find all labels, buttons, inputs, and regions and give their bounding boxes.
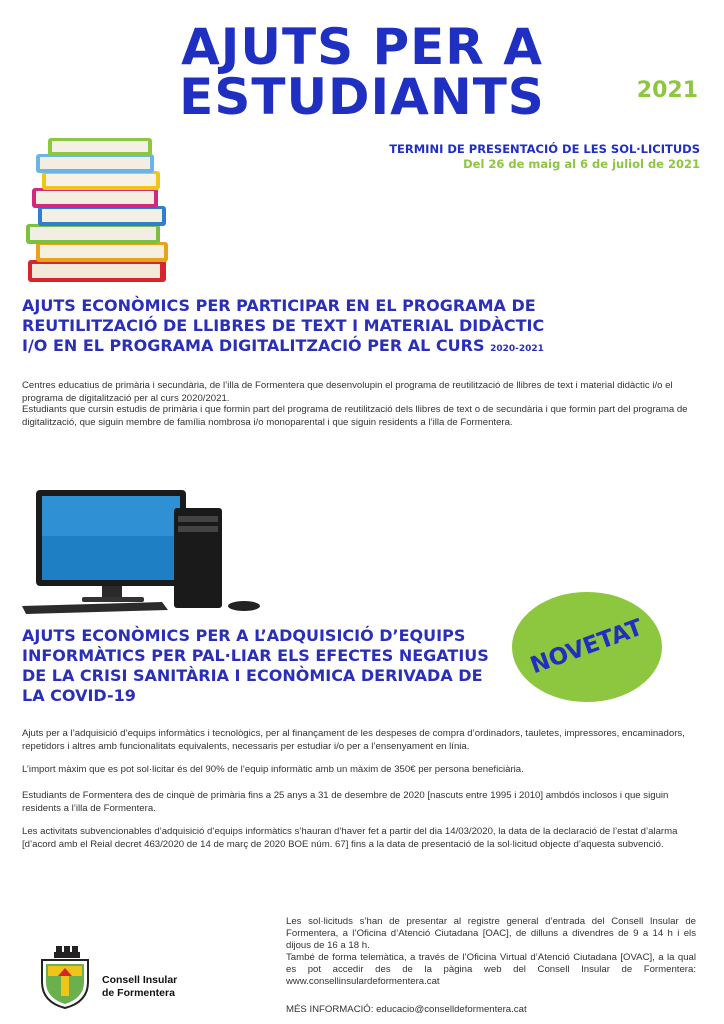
footer-paragraph: També de forma telemàtica, a través de l’Oficina Virtual d’Atenció Ciutadana [OVAC], a la qual es pot accedir des de la pàgina web del Consell Insular de Formentera: www.consellinsulardeformentera.cat (286, 952, 696, 987)
section1-paragraph: Estudiants que cursin estudis de primària i que formin part del programa de reutilització dels llibres de text o de secundària i que formin part del programa de digitalització, que siguin membre de família nombrosa i/o monoparental i que siguin residents a l’illa de Formentera. (22, 404, 688, 428)
novetat-label: NOVETAT (527, 614, 647, 680)
page-title: AJUTS PER A ESTUDIANTS (179, 18, 545, 126)
section1-title-text: AJUTS ECONÒMICS PER PARTICIPAR EN EL PROGRAMA DE REUTILITZACIÓ DE LLIBRES DE TEXT I MATERIAL DIDÀCTIC I/O EN EL PROGRAMA DIGITALITZACIÓ PER AL CURS (22, 296, 545, 355)
contact-info: MÉS INFORMACIÓ: educacio@conselldeformentera.cat (286, 1004, 527, 1015)
computer-illustration (22, 486, 272, 616)
logo-line2: de Formentera (102, 987, 175, 999)
logo-text (102, 974, 177, 1000)
deadline-block (389, 142, 700, 172)
deadline-dates: Del 26 de maig al 6 de juliol de 2021 (463, 157, 700, 171)
section1-title-year: 2020-2021 (490, 344, 544, 354)
novetat-badge (512, 592, 662, 702)
section2-paragraph: Estudiants de Formentera des de cinquè de primària fins a 25 anys a 31 de desembre de 2020 [nascuts entre 1995 i 2010] ambdós inclosos i que siguin residents a l’illa de Formentera. (22, 790, 669, 814)
section1-paragraph: Centres educatius de primària i secundària, de l’illa de Formentera que desenvolupin el programa de reutilització de llibres de text i material didàctic i/o el programa de digitalització per al curs 2020/2021. (22, 380, 673, 404)
deadline-label: TERMINI DE PRESENTACIÓ DE LES SOL·LICITUDS (389, 142, 700, 156)
footer-text (286, 916, 696, 988)
section2-paragraph: Ajuts per a l’adquisició d’equips informàtics i tecnològics, per al finançament de les despeses de compra d’ordinadors, tauletes, impressores, encaminadors, repetidors i altres amb funcionalitats equivalents, necessaris per estudiar i/o per a l’ensenyament en línia. (22, 728, 685, 752)
footer-paragraph: Les sol·licituds s’han de presentar al registre general d’entrada del Consell Insular de Formentera, a l’Oficina d’Atenció Ciutadana [OAC], de dilluns a divendres de 9 a 14 h i els dijous de 16 a 18 h. (286, 916, 696, 951)
books-illustration (18, 138, 186, 290)
year-label: 2021 (636, 78, 698, 103)
section2-paragraph: Les activitats subvencionables d’adquisició d’equips informàtics s’hauran d’haver fet a partir del dia 14/03/2020, la data de la declaració de l’estat d’alarma [d’acord amb el Reial decret 463/2020 de 14 de març de 2020 BOE núm. 67] fins a la data de presentació de la sol·licitud objecte d’aquesta subvenció. (22, 826, 678, 850)
logo-line1: Consell Insular (102, 974, 178, 986)
section2-title: AJUTS ECONÒMICS PER A L’ADQUISICIÓ D’EQUIPS INFORMÀTICS PER PAL·LIAR ELS EFECTES NEGATIUS DE LA CRISI SANITÀRIA I ECONÒMICA DERIVADA DE LA COVID-19 (22, 626, 489, 705)
section2-paragraph: L’import màxim que es pot sol·licitar és del 90% de l’equip informàtic amb un màxim de 350€ per persona beneficiària. (22, 764, 524, 775)
section1-title (22, 296, 562, 359)
coat-of-arms-logo (34, 946, 96, 1010)
